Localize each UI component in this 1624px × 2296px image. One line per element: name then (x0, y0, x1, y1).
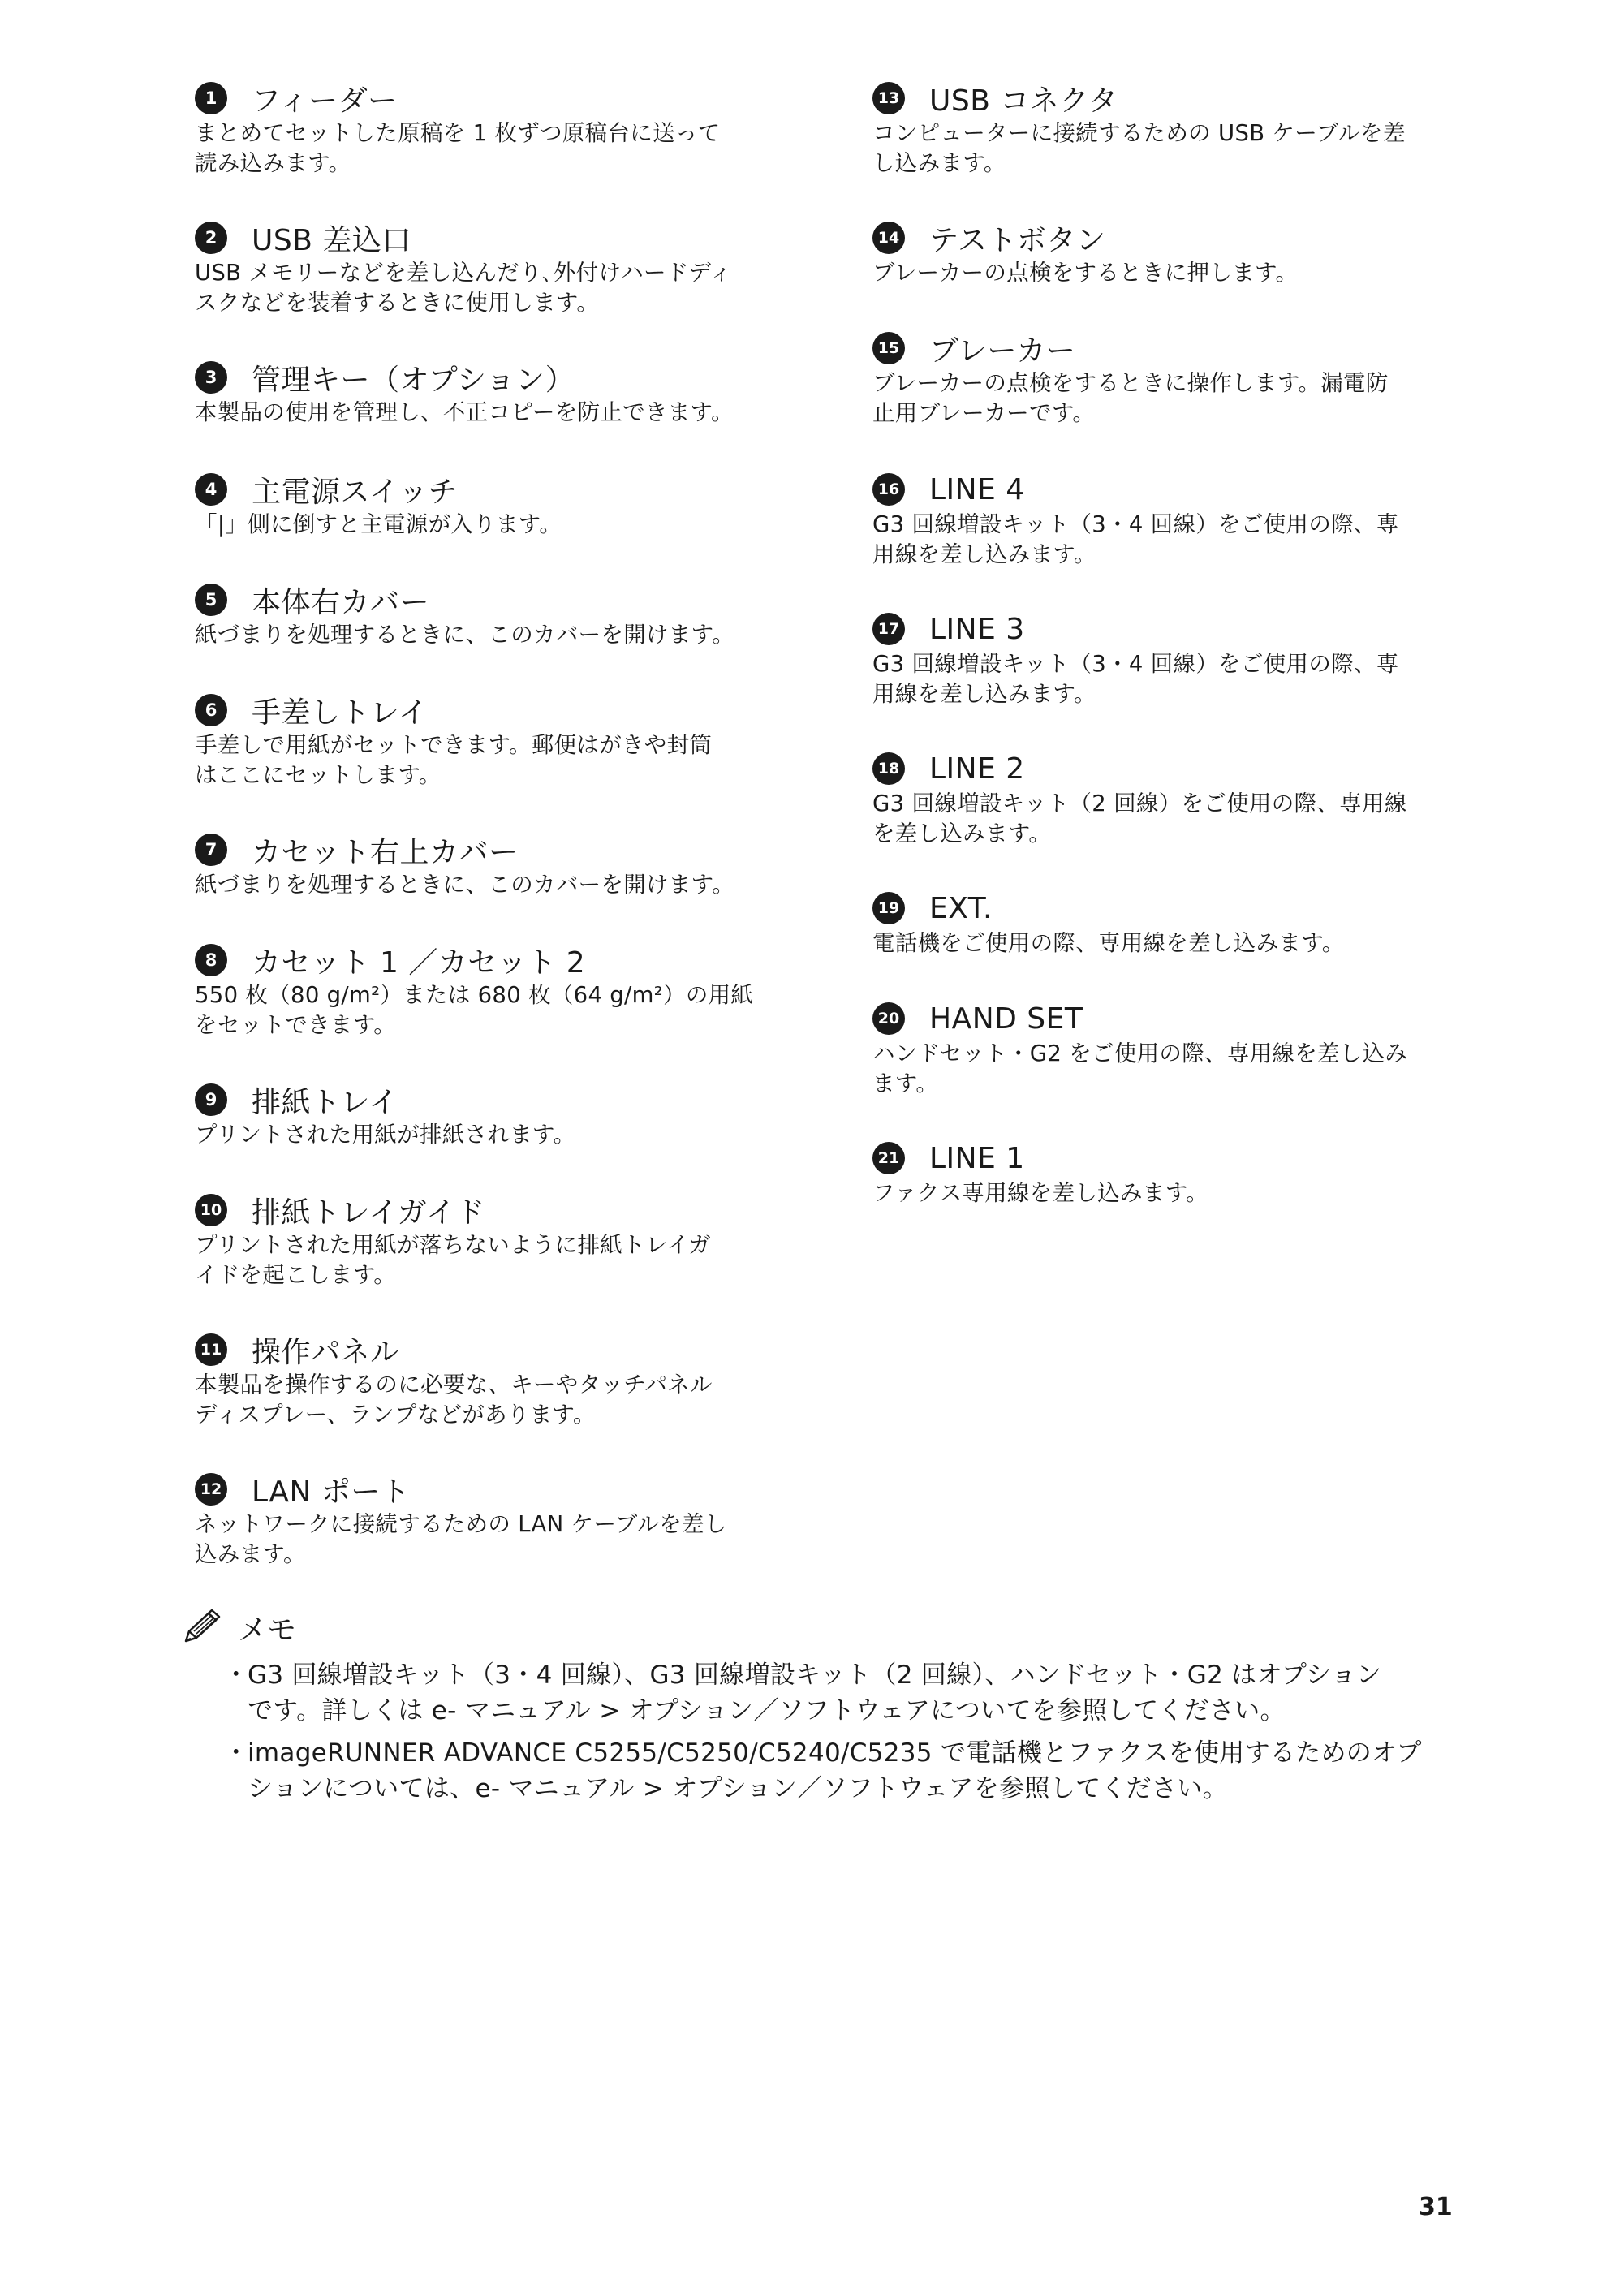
item-description: まとめてセットした原稿を 1 枚ずつ原稿台に送って 読み込みます。 (195, 120, 721, 176)
number-badge-17: 17 (872, 613, 905, 645)
item-title: HAND SET (929, 1002, 1083, 1036)
number-badge-11: 11 (195, 1333, 227, 1366)
item-description: G3 回線増設キット（3・4 回線）をご使用の際、専 用線を差し込みます。 (872, 651, 1399, 707)
number-badge-6: 6 (195, 694, 227, 726)
item-title: 主電源スイッチ (252, 475, 459, 509)
item-8 (195, 940, 779, 1040)
item-description: 本製品を操作するのに必要な、キーやタッチパネル ディスプレー、ランプなどがあります。 (195, 1372, 713, 1428)
pencil-memo-icon (183, 1605, 233, 1649)
item-18 (872, 748, 1457, 849)
item-description: ネットワークに接続するための LAN ケーブルを差し 込みます。 (195, 1511, 727, 1567)
number-badge-10: 10 (195, 1194, 227, 1226)
memo-title: メモ (238, 1613, 297, 1647)
item-title: カセット右上カバー (252, 835, 519, 869)
item-3 (195, 357, 779, 428)
memo-list (183, 1657, 1481, 1807)
number-badge-2: 2 (195, 222, 227, 254)
item-11 (195, 1329, 779, 1430)
item-title: 管理キー（オプション） (252, 363, 575, 397)
item-description: USB メモリーなどを差し込んだり､外付けハードディ スクなどを装着するときに使用します。 (195, 260, 733, 316)
number-badge-9: 9 (195, 1083, 227, 1116)
item-title: USB コネクタ (929, 84, 1118, 118)
item-title: テストボタン (929, 223, 1106, 257)
item-16 (872, 469, 1457, 570)
item-description: ハンドセット・G2 をご使用の際、専用線を差し込み ます。 (872, 1040, 1408, 1096)
number-badge-4: 4 (195, 473, 227, 506)
number-badge-7: 7 (195, 834, 227, 866)
memo-header (183, 1607, 1481, 1648)
item-description: コンピューターに接続するための USB ケーブルを差 し込みます。 (872, 120, 1406, 176)
item-description: 550 枚（80 g/m²）または 680 枚（64 g/m²）の用紙 をセットできます。 (195, 982, 754, 1038)
item-description: ブレーカーの点検をするときに操作します。漏電防 止用ブレーカーです。 (872, 370, 1389, 426)
item-description: 紙づまりを処理するときに、このカバーを開けます。 (195, 622, 734, 648)
memo-item-2: ･ imageRUNNER ADVANCE C5255/C5250/C5240/C5235 で電話機とファクスを使用するためのオプ ションについては、e- マニュアル > オプション／ソフトウェアを参照してください。 (183, 1735, 1481, 1807)
page-number: 31 (1419, 2193, 1453, 2221)
item-title: LINE 3 (929, 612, 1025, 646)
item-description: 電話機をご使用の際、専用線を差し込みます。 (872, 930, 1345, 956)
item-title: LINE 2 (929, 752, 1025, 786)
item-title: LINE 1 (929, 1141, 1025, 1175)
item-5 (195, 579, 779, 650)
item-title: LAN ポート (252, 1475, 411, 1509)
memo-section (183, 1607, 1481, 1813)
item-title: カセット 1 ／カセット 2 (252, 946, 586, 980)
item-10 (195, 1190, 779, 1290)
bullet: ･ (230, 1738, 243, 1768)
number-badge-1: 1 (195, 82, 227, 114)
item-description: 手差しで用紙がセットできます。郵便はがきや封筒 はここにセットします。 (195, 732, 713, 788)
item-14 (872, 218, 1457, 288)
bullet: ･ (230, 1661, 243, 1690)
number-badge-13: 13 (872, 82, 905, 114)
item-title: 本体右カバー (252, 585, 430, 619)
number-badge-19: 19 (872, 892, 905, 924)
item-17 (872, 609, 1457, 709)
item-title: 手差しトレイ (252, 696, 429, 730)
number-badge-3: 3 (195, 361, 227, 394)
item-description: プリントされた用紙が排紙されます。 (195, 1122, 576, 1148)
item-9 (195, 1079, 779, 1150)
item-6 (195, 690, 779, 790)
item-title: フィーダー (252, 84, 398, 118)
item-title: EXT. (929, 891, 993, 925)
item-13 (872, 78, 1457, 179)
item-description: 紙づまりを処理するときに、このカバーを開けます。 (195, 872, 734, 898)
item-title: 排紙トレイ (252, 1085, 398, 1119)
item-2 (195, 218, 779, 318)
number-badge-12: 12 (195, 1473, 227, 1506)
item-description: 「|」側に倒すと主電源が入ります。 (195, 511, 562, 537)
item-description: G3 回線増設キット（2 回線）をご使用の際、専用線 を差し込みます。 (872, 790, 1407, 846)
number-badge-8: 8 (195, 944, 227, 976)
number-badge-16: 16 (872, 473, 905, 506)
item-4 (195, 469, 779, 540)
number-badge-18: 18 (872, 752, 905, 785)
number-badge-5: 5 (195, 584, 227, 616)
item-title: 操作パネル (252, 1335, 400, 1369)
number-badge-21: 21 (872, 1142, 905, 1174)
number-badge-15: 15 (872, 332, 905, 364)
item-title: ブレーカー (929, 334, 1076, 368)
item-19 (872, 888, 1457, 958)
item-description: 本製品の使用を管理し、不正コピーを防止できます。 (195, 399, 734, 425)
item-21 (872, 1138, 1457, 1208)
memo-item-1: ･ G3 回線増設キット（3・4 回線）、G3 回線増設キット（2 回線）、ハンドセット・G2 はオプション です。詳しくは e- マニュアル > オプション／ソフトウェアについてを参照してください。 (183, 1657, 1481, 1729)
item-description: G3 回線増設キット（3・4 回線）をご使用の際、専 用線を差し込みます。 (872, 511, 1399, 567)
item-title: 排紙トレイガイド (252, 1195, 486, 1230)
number-badge-14: 14 (872, 222, 905, 254)
item-20 (872, 998, 1457, 1099)
item-description: プリントされた用紙が落ちないように排紙トレイガ イドを起こします。 (195, 1232, 712, 1288)
item-description: ファクス専用線を差し込みます。 (872, 1180, 1208, 1206)
item-1 (195, 78, 779, 179)
item-15 (872, 328, 1457, 429)
item-description: ブレーカーの点検をするときに押します。 (872, 260, 1299, 286)
item-7 (195, 829, 779, 900)
item-title: LINE 4 (929, 472, 1025, 506)
item-12 (195, 1469, 779, 1570)
number-badge-20: 20 (872, 1002, 905, 1035)
item-title: USB 差込口 (252, 223, 411, 257)
